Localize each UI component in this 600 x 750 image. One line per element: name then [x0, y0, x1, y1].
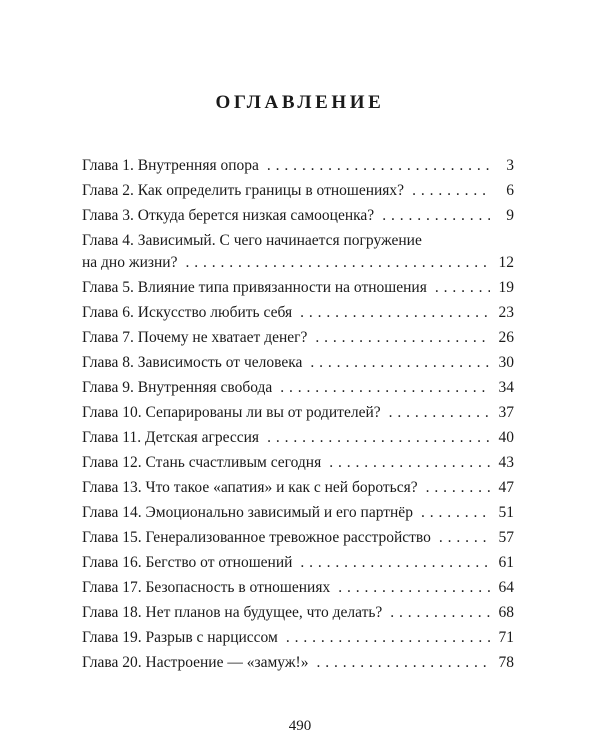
toc-entry-15[interactable]: [82, 527, 514, 549]
toc-entry-title: Глава 20. Настроение — «замуж!»: [82, 654, 309, 671]
toc-entry-page: 34: [498, 379, 514, 396]
toc-entry-page: 43: [498, 454, 514, 471]
toc-entry-page: 37: [498, 404, 514, 421]
toc-entry-page: 6: [506, 182, 514, 199]
dot-leader: [439, 527, 490, 549]
dot-leader: [390, 602, 490, 624]
toc-entry-title: Глава 5. Влияние типа привязанности на отношения: [82, 279, 427, 296]
toc-entry-10[interactable]: [82, 402, 514, 424]
toc-entry-13[interactable]: [82, 477, 514, 499]
dot-leader: [426, 477, 490, 499]
toc-entry-title: Глава 4. Зависимый. С чего начинается погружение: [82, 232, 422, 249]
toc-entry-16[interactable]: [82, 552, 514, 574]
toc-entry-11[interactable]: [82, 427, 514, 449]
toc-entry-title: Глава 16. Бегство от отношений: [82, 554, 293, 571]
toc-entry-18[interactable]: [82, 602, 514, 624]
toc-entry-page: 3: [506, 157, 514, 174]
toc-entry-1[interactable]: [82, 155, 514, 177]
toc-entry-title: Глава 3. Откуда берется низкая самооценка?: [82, 207, 375, 224]
toc-entry-title: Глава 15. Генерализованное тревожное расстройство: [82, 529, 431, 546]
dot-leader: [338, 577, 490, 599]
toc-entry-title: Глава 19. Разрыв с нарциссом: [82, 629, 278, 646]
toc-entry-title: Глава 7. Почему не хватает денег?: [82, 329, 308, 346]
dot-leader: [280, 377, 490, 399]
toc-entry-page: 61: [498, 554, 514, 571]
dot-leader: [412, 180, 490, 202]
toc-entry-title: Глава 8. Зависимость от человека: [82, 354, 303, 371]
toc-entry-page: 40: [498, 429, 514, 446]
toc-entry-4[interactable]: [82, 230, 514, 274]
dot-leader: [421, 502, 490, 524]
toc-entry-page: 78: [498, 654, 514, 671]
dot-leader: [382, 205, 490, 227]
toc-entry-page: 26: [498, 329, 514, 346]
dot-leader: [185, 252, 490, 274]
toc-entry-5[interactable]: [82, 277, 514, 299]
toc-entry-page: 12: [498, 254, 514, 271]
toc-entry-9[interactable]: [82, 377, 514, 399]
page-number: 490: [288, 718, 312, 734]
toc-entry-page: 64: [498, 579, 514, 596]
toc-entry-title-continued: на дно жизни?: [82, 254, 178, 271]
toc-entry-title: Глава 1. Внутренняя опора: [82, 157, 259, 174]
dot-leader: [389, 402, 490, 424]
dot-leader: [316, 652, 490, 674]
toc-entry-page: 57: [498, 529, 514, 546]
toc-entry-page: 23: [498, 304, 514, 321]
toc-entry-title: Глава 14. Эмоционально зависимый и его партнёр: [82, 504, 413, 521]
toc-heading: ОГЛАВЛЕНИЕ: [215, 92, 385, 113]
toc-entry-page: 30: [498, 354, 514, 371]
toc-entry-title: Глава 11. Детская агрессия: [82, 429, 260, 446]
toc-entry-page: 51: [498, 504, 514, 521]
toc-entry-title: Глава 2. Как определить границы в отношениях?: [82, 182, 405, 199]
toc-entry-page: 19: [498, 279, 514, 296]
dot-leader: [435, 277, 490, 299]
toc-entry-20[interactable]: [82, 652, 514, 674]
dot-leader: [286, 627, 490, 649]
toc-entry-title: Глава 12. Стань счастливым сегодня: [82, 454, 322, 471]
toc-entry-title: Глава 17. Безопасность в отношениях: [82, 579, 331, 596]
table-of-contents: [82, 155, 514, 677]
dot-leader: [300, 552, 490, 574]
toc-entry-2[interactable]: [82, 180, 514, 202]
dot-leader: [315, 327, 490, 349]
dot-leader: [310, 352, 490, 374]
dot-leader: [329, 452, 490, 474]
dot-leader: [300, 302, 490, 324]
toc-entry-3[interactable]: [82, 205, 514, 227]
toc-entry-14[interactable]: [82, 502, 514, 524]
toc-entry-12[interactable]: [82, 452, 514, 474]
dot-leader: [267, 155, 490, 177]
toc-entry-page: 68: [498, 604, 514, 621]
toc-entry-title: Глава 6. Искусство любить себя: [82, 304, 293, 321]
toc-entry-title: Глава 13. Что такое «апатия» и как с ней бороться?: [82, 479, 418, 496]
toc-entry-8[interactable]: [82, 352, 514, 374]
toc-entry-19[interactable]: [82, 627, 514, 649]
toc-entry-title: Глава 10. Сепарированы ли вы от родителей?: [82, 404, 381, 421]
toc-entry-page: 71: [498, 629, 514, 646]
toc-entry-6[interactable]: [82, 302, 514, 324]
toc-entry-page: 9: [506, 207, 514, 224]
toc-entry-page: 47: [498, 479, 514, 496]
toc-entry-17[interactable]: [82, 577, 514, 599]
toc-entry-7[interactable]: [82, 327, 514, 349]
toc-entry-title: Глава 9. Внутренняя свобода: [82, 379, 273, 396]
toc-entry-title: Глава 18. Нет планов на будущее, что делать?: [82, 604, 383, 621]
dot-leader: [267, 427, 490, 449]
